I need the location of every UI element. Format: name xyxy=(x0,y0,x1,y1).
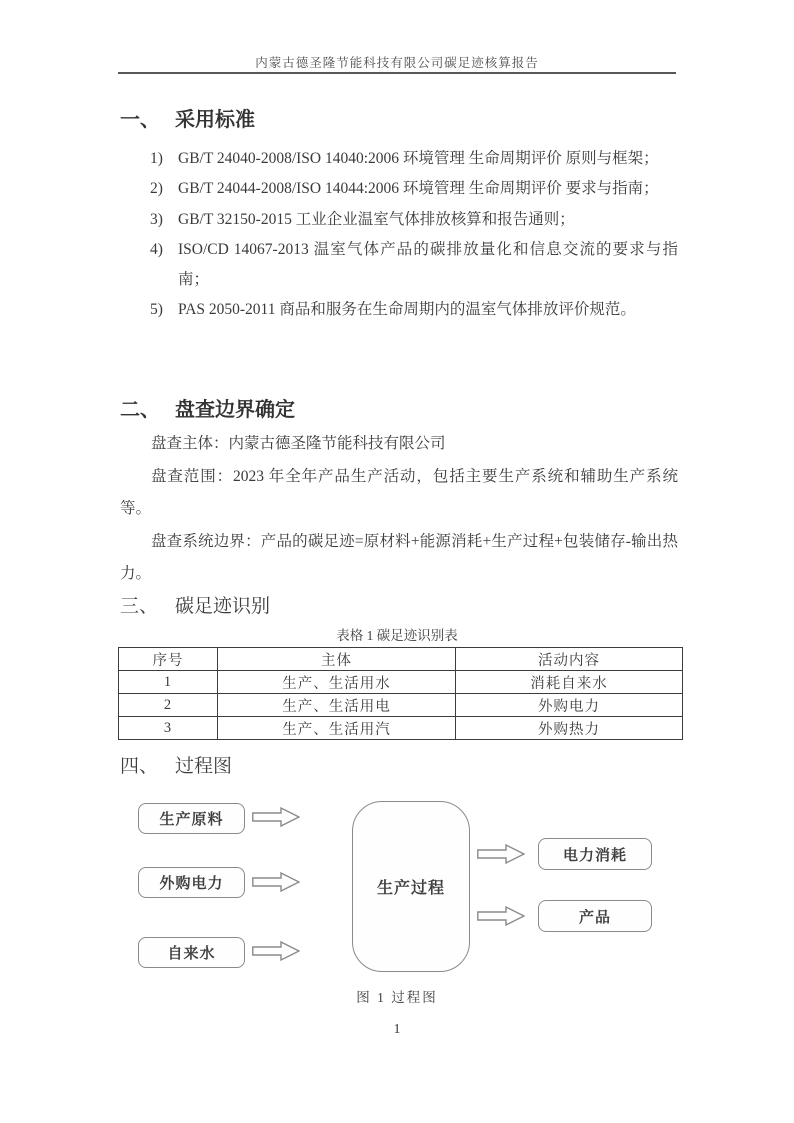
page-number: 1 xyxy=(393,1022,401,1037)
flow-arrow-icon xyxy=(252,807,300,827)
table-cell: 外购电力 xyxy=(456,694,683,717)
table-row xyxy=(119,671,683,694)
input-box-tap-water: 自来水 xyxy=(138,937,245,968)
section-heading-boundary xyxy=(120,393,295,422)
output-box-electricity-consumption: 电力消耗 xyxy=(538,838,652,870)
table-cell: 外购热力 xyxy=(456,717,683,740)
list-item xyxy=(120,174,678,204)
section-number: 四、 xyxy=(120,756,159,777)
table-cell: 3 xyxy=(119,717,218,740)
section-number: 一、 xyxy=(120,109,160,131)
table-caption: 表格 1 碳足迹识别表 xyxy=(336,628,458,643)
process-box-production: 生产过程 xyxy=(352,801,470,972)
footprint-identification-table xyxy=(118,647,683,740)
section-number: 三、 xyxy=(120,596,159,617)
column-header: 序号 xyxy=(119,648,218,671)
paragraph-system-boundary: 盘查系统边界：产品的碳足迹=原材料+能源消耗+生产过程+包装储存-输出热力。 xyxy=(120,532,678,582)
list-item xyxy=(120,235,678,296)
section-heading-identification xyxy=(120,591,270,618)
table-header-row xyxy=(119,648,683,671)
flow-arrow-icon xyxy=(252,872,300,892)
item-text: GB/T 32150-2015 工业企业温室气体排放核算和报告通则； xyxy=(178,210,575,228)
input-box-purchased-electricity: 外购电力 xyxy=(138,867,245,898)
section-title: 过程图 xyxy=(175,756,233,777)
table-row xyxy=(119,694,683,717)
item-number: 2) xyxy=(150,180,163,198)
table-cell: 生产、生活用水 xyxy=(218,671,456,694)
page-header-title: 内蒙古德圣隆节能科技有限公司碳足迹核算报告 xyxy=(255,56,539,70)
item-number: 1) xyxy=(150,150,163,167)
item-number: 3) xyxy=(150,210,163,228)
output-box-product: 产品 xyxy=(538,900,652,932)
table-cell: 1 xyxy=(119,671,218,694)
table-cell: 消耗自来水 xyxy=(456,671,683,694)
section-number: 二、 xyxy=(120,399,160,421)
item-text: GB/T 24044-2008/ISO 14044:2006 环境管理 生命周期评价 要求与指南； xyxy=(178,180,659,198)
section-heading-process xyxy=(120,751,232,778)
item-number: 5) xyxy=(150,301,163,319)
item-text: PAS 2050-2011 商品和服务在生命周期内的温室气体排放评价规范。 xyxy=(178,301,636,319)
item-text: GB/T 24040-2008/ISO 14040:2006 环境管理 生命周期评价 原则与框架； xyxy=(178,150,659,167)
section-title: 采用标准 xyxy=(175,109,255,131)
header-rule xyxy=(118,72,676,74)
section-heading-standards xyxy=(120,103,255,132)
section-title: 碳足迹识别 xyxy=(175,596,271,617)
table-cell: 生产、生活用电 xyxy=(218,694,456,717)
paragraph-survey-scope: 盘查范围：2023 年全年产品生产活动，包括主要生产系统和辅助生产系统等。 xyxy=(120,467,678,517)
item-number: 4) xyxy=(150,240,163,258)
flow-arrow-icon xyxy=(477,844,525,864)
table-cell: 2 xyxy=(119,694,218,717)
table-cell: 生产、生活用汽 xyxy=(218,717,456,740)
flow-arrow-icon xyxy=(252,941,300,961)
section-title: 盘查边界确定 xyxy=(175,399,295,421)
standards-list xyxy=(120,144,678,326)
list-item xyxy=(120,295,678,325)
figure-caption: 图 1 过程图 xyxy=(356,990,438,1005)
list-item xyxy=(120,144,678,174)
table-row xyxy=(119,717,683,740)
input-box-raw-material: 生产原料 xyxy=(138,803,245,834)
column-header: 主体 xyxy=(218,648,456,671)
paragraph-survey-subject: 盘查主体：内蒙古德圣隆节能科技有限公司 xyxy=(151,435,446,452)
boundary-paragraphs xyxy=(120,428,678,591)
column-header: 活动内容 xyxy=(456,648,683,671)
list-item xyxy=(120,205,678,235)
flow-arrow-icon xyxy=(477,906,525,926)
item-text: ISO/CD 14067-2013 温室气体产品的碳排放量化和信息交流的要求与指南； xyxy=(178,240,678,289)
